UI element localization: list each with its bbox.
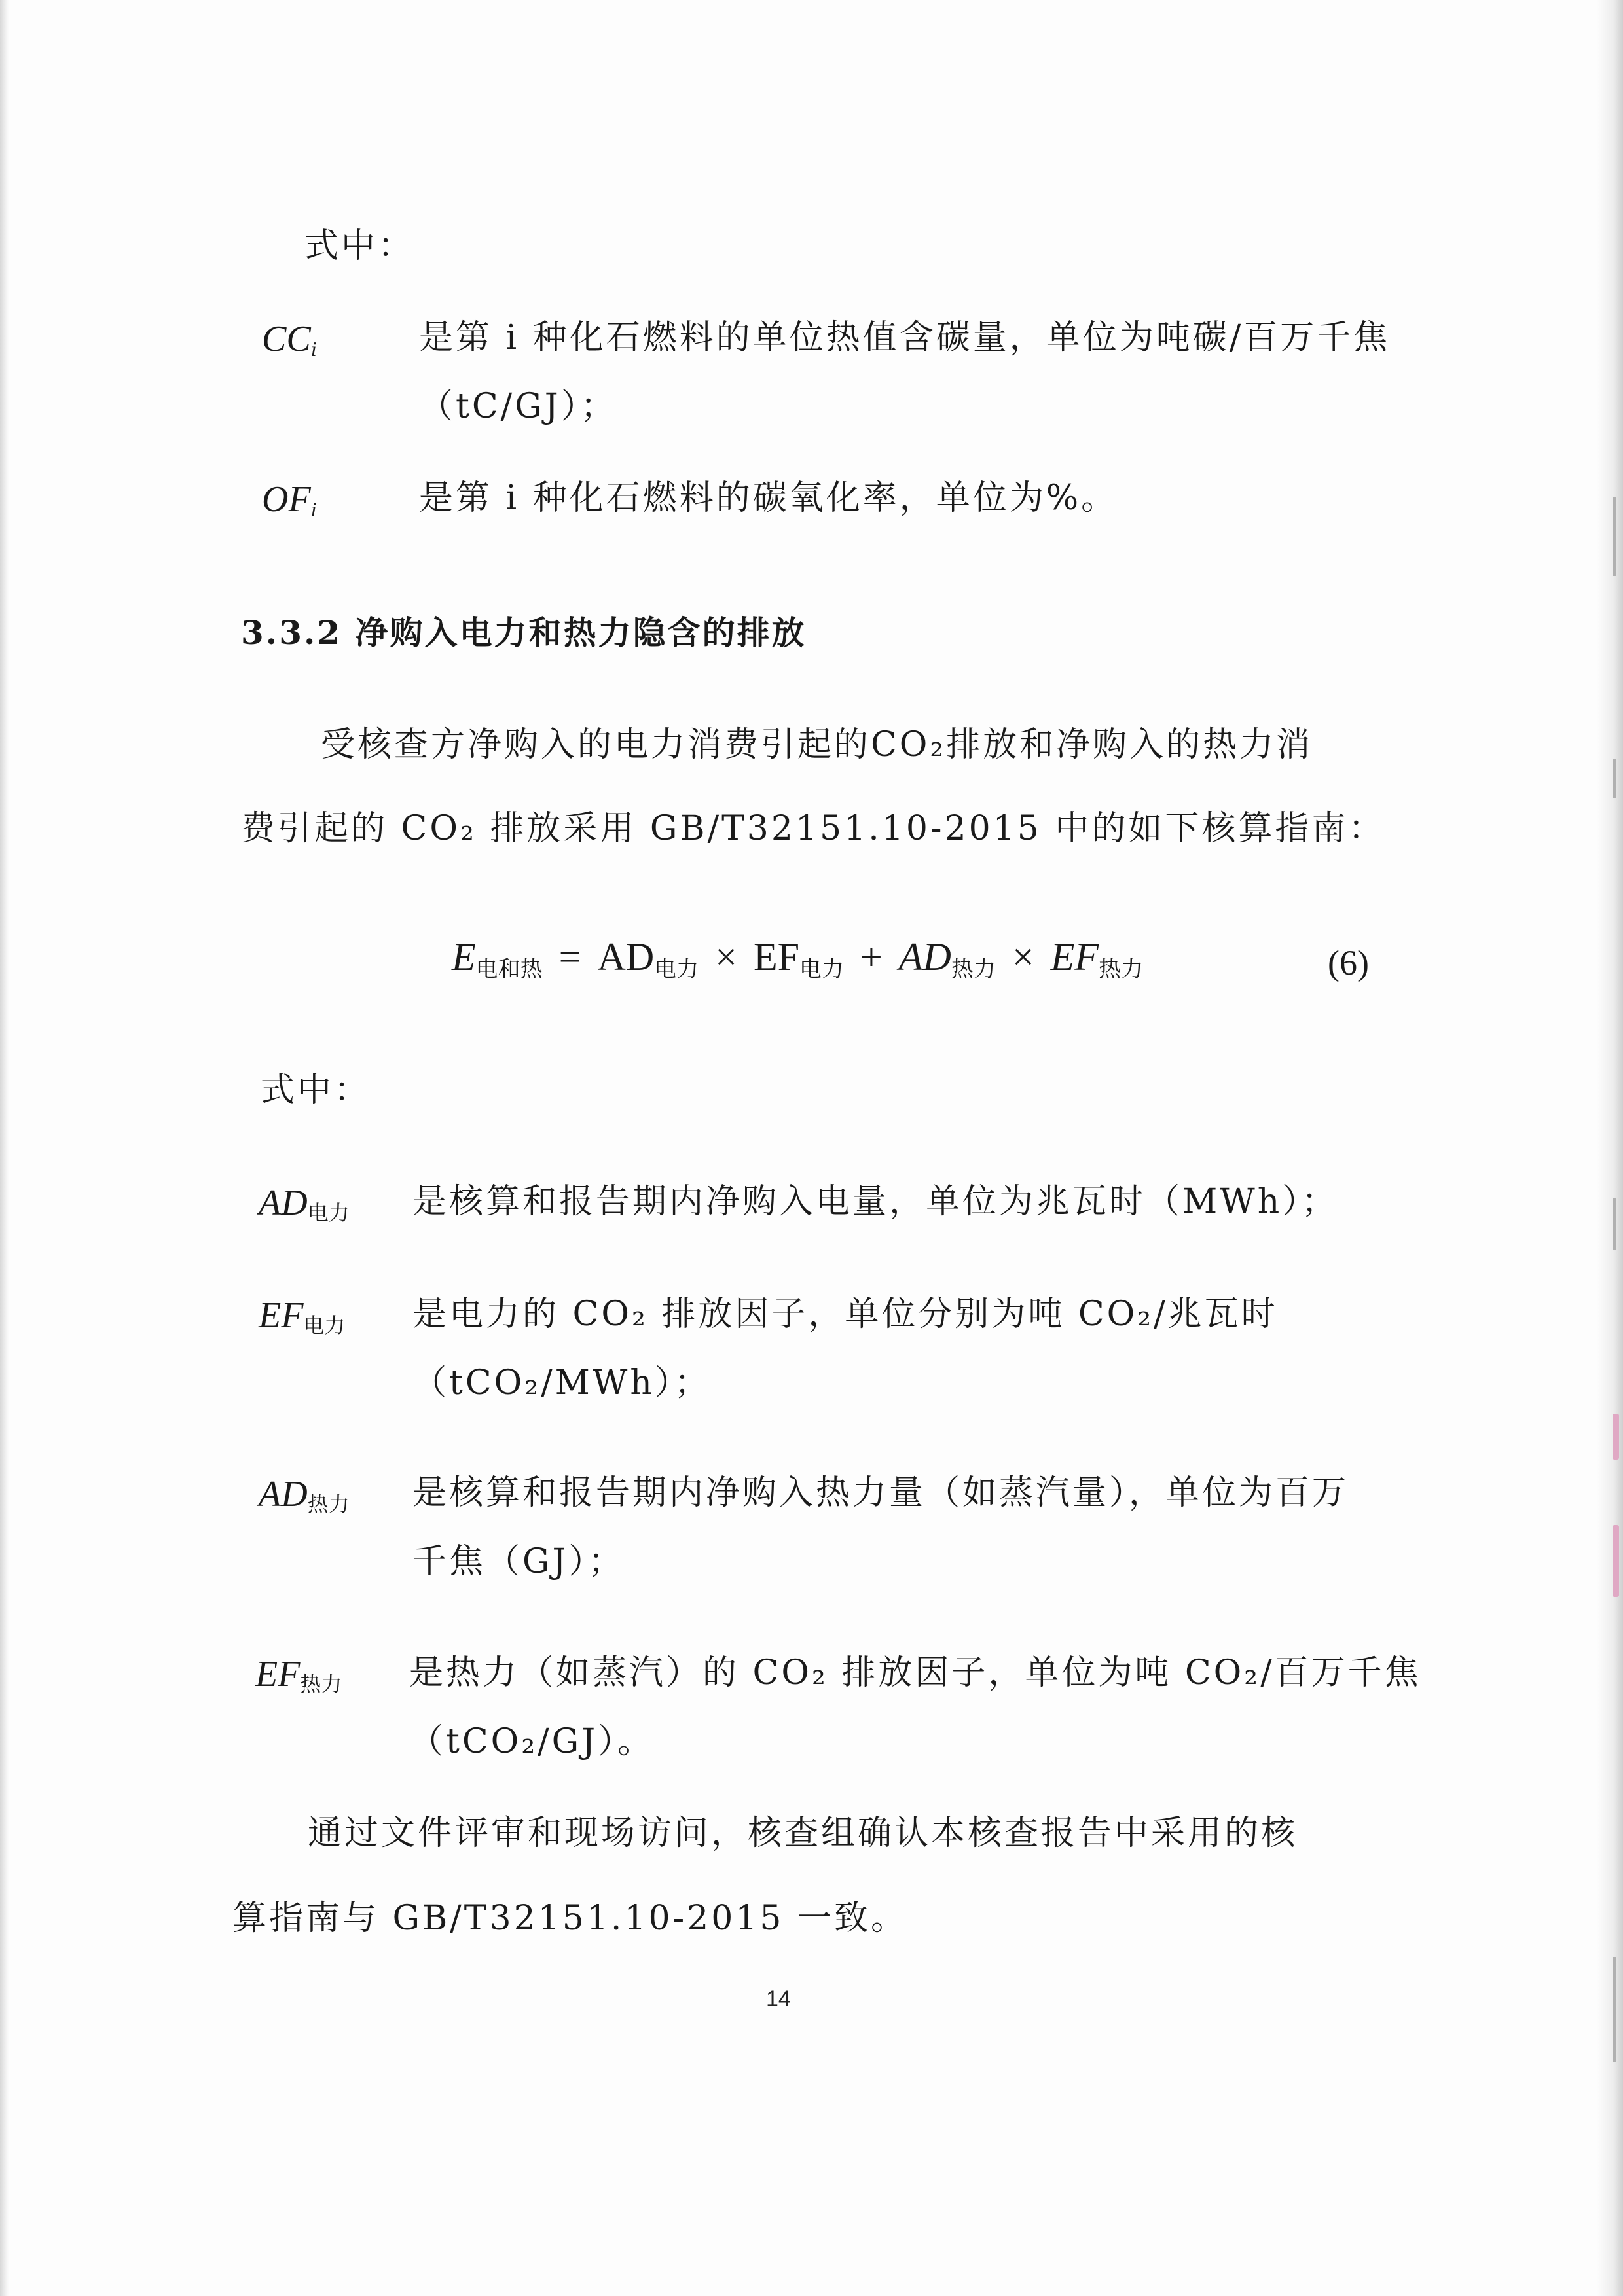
conclusion-line2: 算指南与 GB/T32151.10-2015 一致。: [232, 1899, 908, 1938]
symbol-ad-heat: $AD_{热力}$: [259, 1474, 350, 1516]
symbol-cc-i: $CC_i$: [262, 319, 317, 361]
formula-term3: AD: [898, 935, 951, 978]
where-label: 式中：: [304, 226, 415, 266]
equation-number: (6): [1328, 943, 1369, 982]
symbol-ef-heat: $EF_{热力}$: [255, 1654, 342, 1696]
page-number: 14: [766, 1986, 791, 2011]
where-label-2: 式中：: [261, 1071, 371, 1110]
formula-term4: EF: [1050, 935, 1099, 978]
definition-ef-electricity-line2: （tCO₂/MWh）；: [412, 1363, 711, 1403]
formula-lhs: E: [452, 935, 476, 978]
definition-ad-heat-line1: 是核算和报告期内净购入热力量（如蒸汽量），单位为百万: [412, 1473, 1349, 1513]
scan-artifact: [1613, 759, 1616, 798]
formula-plus: +: [860, 935, 883, 978]
paragraph-line2: 费引起的 CO₂ 排放采用 GB/T32151.10-2015 中的如下核算指南：: [241, 809, 1385, 848]
scan-artifact: [1613, 1957, 1616, 2062]
symbol-ef-electricity: $EF_{电力}$: [259, 1295, 346, 1337]
formula-term4-sub: 热力: [1099, 958, 1144, 982]
definition-ef-heat-line2: （tCO₂/GJ）。: [409, 1722, 655, 1761]
scan-artifact: [1613, 1414, 1619, 1460]
formula-times2: ×: [1012, 935, 1034, 978]
scan-artifact: [1613, 1525, 1619, 1597]
definition-ef-electricity-line1: 是电力的 CO₂ 排放因子，单位分别为吨 CO₂/兆瓦时: [412, 1295, 1278, 1334]
formula-lhs-sub: 电和热: [475, 958, 543, 982]
symbol-of-i: $OF_i$: [262, 479, 317, 521]
conclusion-line1: 通过文件评审和现场访问，核查组确认本核查报告中采用的核: [308, 1814, 1298, 1853]
scan-edge-left: [0, 0, 9, 2296]
formula-term3-sub: 热力: [951, 958, 996, 982]
section-heading: 3.3.2 净购入电力和热力隐含的排放: [241, 613, 807, 652]
formula-term1: AD: [597, 935, 655, 978]
definition-cc-line1: 是第 i 种化石燃料的单位热值含碳量，单位为吨碳/百万千焦: [419, 318, 1391, 357]
scan-artifact: [1613, 1198, 1616, 1250]
scan-edge-right: [1597, 0, 1623, 2296]
formula-6: [452, 935, 1144, 982]
scan-artifact: [1613, 497, 1616, 576]
definition-ad-electricity-line1: 是核算和报告期内净购入电量，单位为兆瓦时（MWh）；: [412, 1182, 1339, 1221]
formula-term1-sub: 电力: [654, 958, 699, 982]
definition-cc-line2: （tC/GJ）；: [419, 387, 617, 426]
definition-of-line1: 是第 i 种化石燃料的碳氧化率，单位为%。: [419, 478, 1118, 518]
formula-term2-sub: 电力: [799, 958, 845, 982]
paragraph-line1: 受核查方净购入的电力消费引起的CO₂排放和净购入的热力消: [321, 725, 1313, 764]
formula-term2: EF: [754, 935, 800, 978]
formula-times1: ×: [715, 935, 738, 978]
symbol-ad-electricity: $AD_{电力}$: [259, 1183, 350, 1225]
definition-ef-heat-line1: 是热力（如蒸汽）的 CO₂ 排放因子，单位为吨 CO₂/百万千焦: [409, 1653, 1421, 1693]
definition-ad-heat-line2: 千焦（GJ）；: [412, 1542, 625, 1581]
formula-equals: =: [558, 935, 581, 978]
